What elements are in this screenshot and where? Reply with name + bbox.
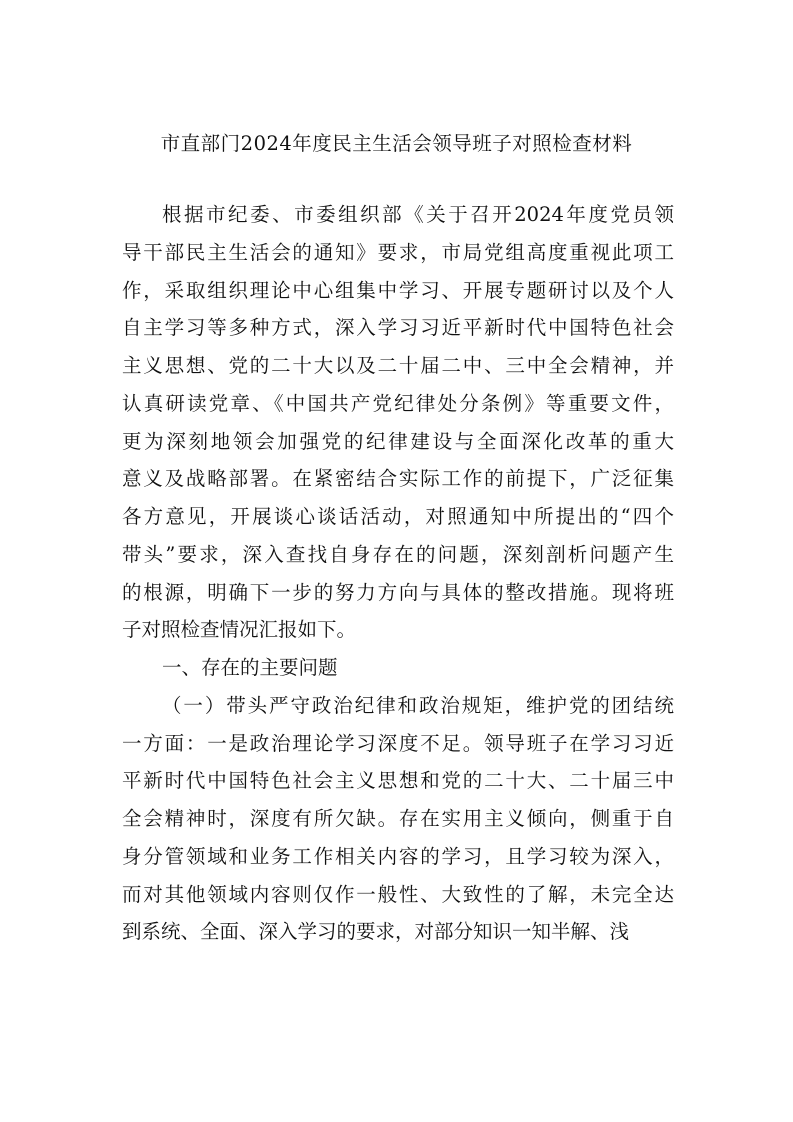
paragraph-line: 导干部民主生活会的通知》要求，市局党组高度重视此项工 bbox=[122, 240, 674, 264]
document-title: 市直部门2024年度民主生活会领导班子对照检查材料 bbox=[160, 132, 633, 155]
paragraph-line: 带头”要求，深入查找自身存在的问题，深刻剖析问题产生 bbox=[122, 542, 674, 566]
document-body bbox=[122, 196, 674, 951]
paragraph-line: 身分管领域和业务工作相关内容的学习，且学习较为深入， bbox=[122, 844, 674, 868]
paragraph-line: 到系统、全面、深入学习的要求，对部分知识一知半解、浅 bbox=[122, 920, 630, 944]
paragraph-line: 各方意见，开展谈心谈话活动，对照通知中所提出的“四个 bbox=[122, 505, 674, 528]
paragraph-line: 作，采取组织理论中心组集中学习、开展专题研讨以及个人 bbox=[122, 278, 674, 302]
paragraph-line: 主义思想、党的二十大以及二十届二中、三中全会精神，并 bbox=[122, 354, 674, 377]
paragraph-line: 全会精神时，深度有所欠缺。存在实用主义倾向，侧重于自 bbox=[122, 807, 674, 830]
paragraph-line: 的根源，明确下一步的努力方向与具体的整改措施。现将班 bbox=[122, 580, 674, 604]
section-heading: 一、存在的主要问题 bbox=[162, 656, 338, 679]
paragraph-line: 更为深刻地领会加强党的纪律建设与全面深化改革的重大 bbox=[122, 429, 674, 453]
paragraph-line: （一）带头严守政治纪律和政治规矩，维护党的团结统 bbox=[162, 693, 674, 717]
paragraph-line: 根据市纪委、市委组织部《关于召开2024年度党员领 bbox=[162, 203, 674, 226]
paragraph-line: 认真研读党章、《中国共产党纪律处分条例》等重要文件， bbox=[122, 391, 674, 415]
paragraph-line: 平新时代中国特色社会主义思想和党的二十大、二十届三中 bbox=[122, 769, 674, 793]
paragraph-line: 子对照检查情况汇报如下。 bbox=[122, 618, 357, 642]
paragraph-line: 一方面：一是政治理论学习深度不足。领导班子在学习习近 bbox=[122, 731, 674, 755]
paragraph-line: 而对其他领域内容则仅作一般性、大致性的了解，未完全达 bbox=[122, 882, 674, 906]
paragraph-line: 意义及战略部署。在紧密结合实际工作的前提下，广泛征集 bbox=[122, 467, 674, 491]
paragraph-line: 自主学习等多种方式，深入学习习近平新时代中国特色社会 bbox=[122, 316, 674, 340]
